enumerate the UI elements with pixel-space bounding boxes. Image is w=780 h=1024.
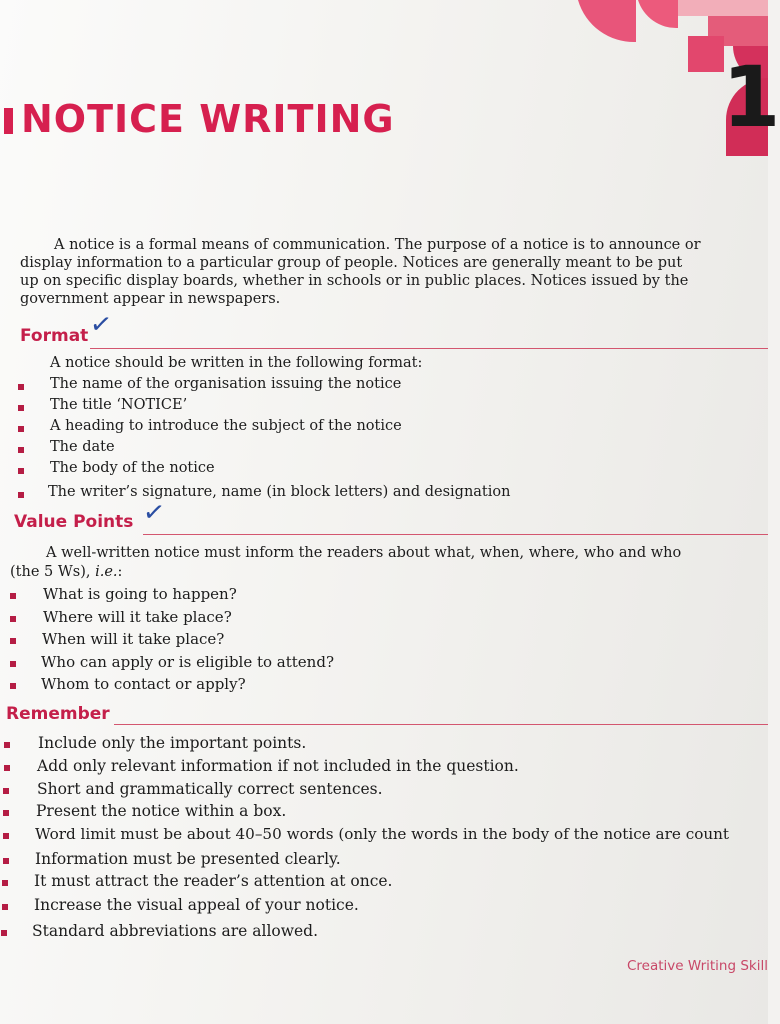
list-item <box>0 825 729 850</box>
bullet-icon <box>4 765 10 771</box>
bullet-icon <box>10 593 16 599</box>
bullet-icon <box>18 492 24 498</box>
list-item <box>14 418 510 439</box>
list-item-text: A heading to introduce the subject of the notice <box>50 418 402 434</box>
list-item <box>14 397 510 418</box>
page-title <box>4 97 395 141</box>
value-points-lead-cont <box>10 564 122 580</box>
list-item-text: Increase the visual appeal of your notice. <box>34 895 359 914</box>
list-item-text: The writer’s signature, name (in block letters) and designation <box>48 484 511 500</box>
bullet-icon <box>10 638 16 644</box>
list-item-text: Information must be presented clearly. <box>35 849 341 868</box>
remember-rule <box>114 724 768 725</box>
list-item <box>0 872 729 896</box>
remember-list <box>0 734 729 945</box>
list-item-text: Standard abbreviations are allowed. <box>32 921 319 940</box>
bullet-icon <box>10 661 16 667</box>
format-heading: Format <box>20 326 89 346</box>
value-points-lead: A well-written notice must inform the readers about what, when, where, who and who <box>46 545 682 561</box>
intro-paragraph <box>20 236 768 308</box>
list-item <box>6 585 334 608</box>
lead-text: (the 5 Ws), <box>10 564 96 580</box>
list-item-text: Whom to contact or apply? <box>41 675 246 693</box>
intro-line: A notice is a formal means of communication. The purpose of a notice is to announce or <box>54 237 701 253</box>
bullet-icon <box>2 880 8 886</box>
value-points-rule <box>143 534 768 535</box>
list-item-text: It must attract the reader’s attention at once. <box>34 872 393 891</box>
bullet-icon <box>18 447 24 453</box>
list-item-text: The body of the notice <box>50 460 215 476</box>
bullet-icon <box>3 858 9 864</box>
list-item <box>14 376 510 397</box>
list-item <box>6 630 334 653</box>
bullet-icon <box>3 810 9 816</box>
list-item-text: What is going to happen? <box>43 585 237 603</box>
list-item-text: The title ‘NOTICE’ <box>50 397 188 413</box>
list-item <box>14 484 510 505</box>
list-item-text: The date <box>50 439 115 455</box>
list-item <box>6 653 334 676</box>
list-item-text: Present the notice within a box. <box>36 802 287 821</box>
format-rule <box>90 348 768 349</box>
intro-line: display information to a particular group of people. Notices are generally meant to be put <box>20 255 683 271</box>
page-title-text: NOTICE WRITING <box>21 97 395 141</box>
list-item <box>0 850 729 873</box>
format-lead: A notice should be written in the following format: <box>50 355 423 371</box>
bullet-icon <box>10 683 16 689</box>
value-points-heading: Value Points <box>14 512 134 532</box>
list-item-text: Word limit must be about 40–50 words (only the words in the body of the notice are count <box>35 825 730 844</box>
lead-text: : <box>117 564 123 580</box>
handwritten-check-icon: ✓ <box>88 308 114 342</box>
bullet-icon <box>3 788 9 794</box>
chapter-number: 1 <box>722 48 780 146</box>
footer-running-title: Creative Writing Skill <box>626 958 768 974</box>
intro-line: up on specific display boards, whether in schools or in public places. Notices issued by the <box>20 273 689 289</box>
list-item <box>0 757 729 780</box>
list-item <box>0 922 729 945</box>
list-item-text: Add only relevant information if not included in the question. <box>37 756 519 775</box>
intro-line: government appear in newspapers. <box>20 291 281 307</box>
list-item-text: When will it take place? <box>42 630 225 648</box>
bullet-icon <box>10 616 16 622</box>
list-item <box>0 896 729 922</box>
list-item-text: Include only the important points. <box>38 734 307 752</box>
value-points-list <box>6 585 334 698</box>
list-item <box>14 439 510 460</box>
list-item <box>14 460 510 484</box>
bullet-icon <box>4 742 10 748</box>
list-item-text: Where will it take place? <box>43 607 232 626</box>
list-item <box>0 802 729 825</box>
remember-heading: Remember <box>6 704 110 724</box>
list-item <box>0 734 729 757</box>
format-list <box>14 376 510 505</box>
bullet-icon <box>18 468 24 474</box>
bullet-icon <box>2 904 8 910</box>
title-accent-mark <box>4 108 13 134</box>
bullet-icon <box>3 833 9 839</box>
lead-italic: i.e. <box>95 564 118 580</box>
list-item <box>0 780 729 803</box>
list-item-text: Short and grammatically correct sentences. <box>37 779 383 798</box>
bullet-icon <box>1 930 7 936</box>
list-item <box>6 608 334 631</box>
bullet-icon <box>18 384 24 390</box>
list-item-text: Who can apply or is eligible to attend? <box>41 652 334 671</box>
bullet-icon <box>18 405 24 411</box>
handwritten-check-icon: ✓ <box>141 496 167 530</box>
list-item <box>6 675 334 698</box>
list-item-text: The name of the organisation issuing the notice <box>50 376 402 392</box>
bullet-icon <box>18 426 24 432</box>
